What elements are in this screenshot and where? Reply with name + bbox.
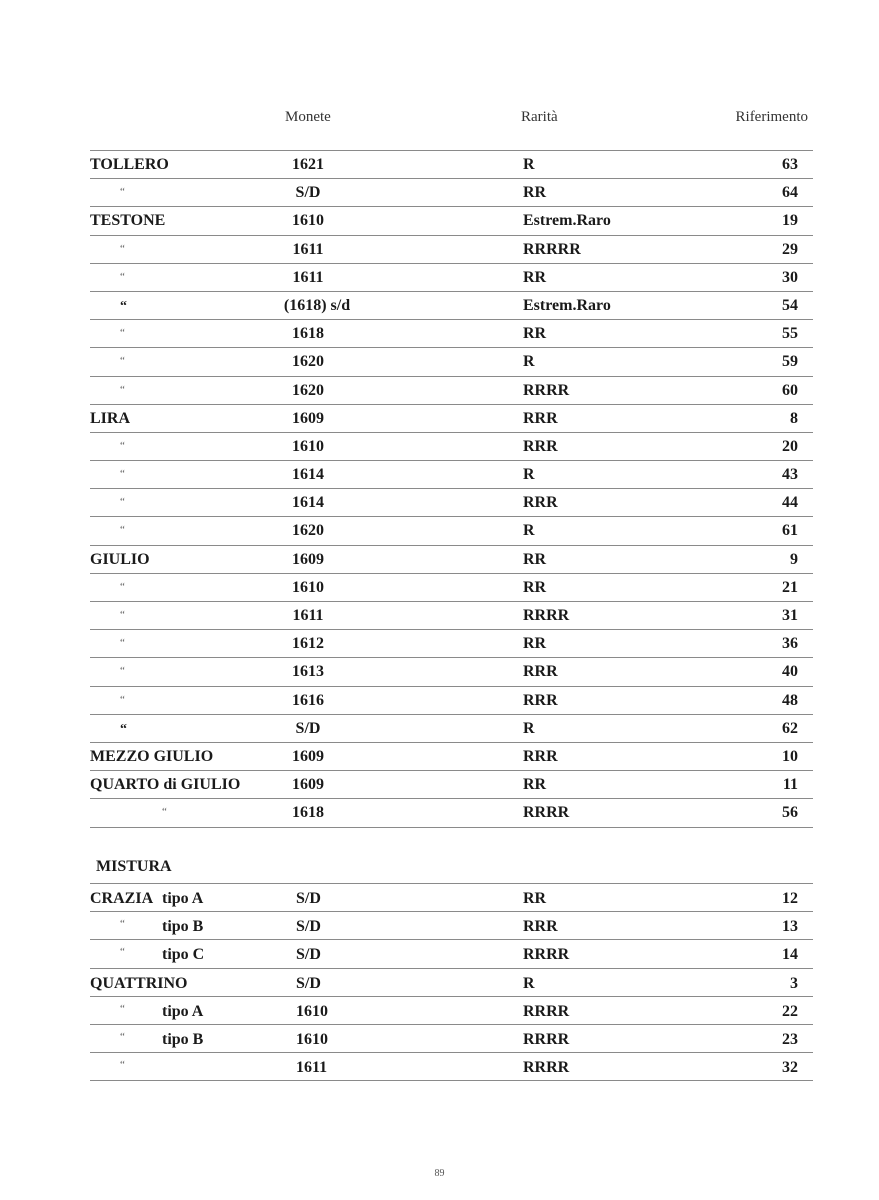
coin-year: 1610 xyxy=(292,437,324,455)
coin-name: TESTONE xyxy=(90,212,166,230)
coin-name: QUATTRINO xyxy=(90,974,188,992)
page-number: 89 xyxy=(434,1168,445,1179)
coin-type: tipo A xyxy=(162,1002,204,1020)
coin-reference: 12 xyxy=(782,890,798,907)
coin-reference: 59 xyxy=(782,353,798,371)
coin-name: GIULIO xyxy=(90,550,150,568)
ditto-mark: “ xyxy=(120,496,125,509)
coin-rarity: R xyxy=(523,719,535,737)
coin-year: 1620 xyxy=(292,381,324,399)
table-row xyxy=(90,996,813,1024)
coin-year: 1609 xyxy=(292,776,324,794)
coin-year: 1610 xyxy=(296,1030,328,1048)
coin-reference: 44 xyxy=(782,494,798,512)
coin-rarity: RRRR xyxy=(523,607,570,624)
ditto-mark: “ xyxy=(120,693,125,706)
coin-reference: 22 xyxy=(782,1002,798,1020)
coin-year: 1610 xyxy=(292,212,324,230)
coin-reference: 3 xyxy=(790,974,798,992)
ditto-mark: “ xyxy=(120,665,125,678)
coin-rarity: RR xyxy=(523,550,547,568)
table-row xyxy=(90,376,813,404)
table-row xyxy=(90,347,813,375)
table-row xyxy=(90,404,813,432)
section-title-mistura: MISTURA xyxy=(96,858,172,875)
coin-reference: 10 xyxy=(782,747,798,765)
table-row xyxy=(90,1024,813,1052)
ditto-mark: “ xyxy=(162,806,167,819)
coin-year: 1614 xyxy=(292,466,324,484)
table-row xyxy=(90,460,813,488)
coin-name: TOLLERO xyxy=(90,156,169,173)
coin-rarity: RRR xyxy=(523,494,558,512)
coin-year: 1610 xyxy=(296,1002,328,1020)
table-row xyxy=(90,798,813,827)
ditto-mark: “ xyxy=(120,637,125,650)
coin-rarity: RRRR xyxy=(523,1030,570,1048)
coin-reference: 36 xyxy=(782,635,798,653)
coin-reference: 48 xyxy=(782,691,798,709)
column-header-riferimento: Riferimento xyxy=(735,109,808,125)
table-row xyxy=(90,432,813,460)
coin-rarity: R xyxy=(523,156,535,173)
coin-year: (1618) s/d xyxy=(283,296,351,314)
coin-year: S/D xyxy=(296,946,321,964)
ditto-mark: “ xyxy=(120,1030,125,1043)
table-row xyxy=(90,657,813,685)
ditto-mark: “ xyxy=(120,1059,125,1072)
coin-reference: 14 xyxy=(782,946,798,964)
coin-rarity: RR xyxy=(523,635,547,653)
table-row xyxy=(90,1052,813,1081)
table-row xyxy=(90,319,813,347)
ditto-mark: “ xyxy=(120,327,125,340)
coin-reference: 60 xyxy=(782,381,798,399)
coin-reference: 23 xyxy=(782,1030,798,1048)
coin-rarity: RR xyxy=(523,776,547,794)
coin-reference: 64 xyxy=(782,184,798,202)
coin-year: 1621 xyxy=(292,156,324,173)
coin-reference: 55 xyxy=(782,325,798,343)
coin-year: 1618 xyxy=(292,325,324,343)
table-row xyxy=(90,573,813,601)
coin-year: S/D xyxy=(296,918,321,936)
coin-rarity: RR xyxy=(523,578,547,596)
ditto-mark: “ xyxy=(120,383,125,396)
coin-year: 1613 xyxy=(292,663,324,681)
table-row xyxy=(90,714,813,742)
coin-rarity: R xyxy=(523,353,535,371)
table-row xyxy=(90,150,813,178)
coin-year: 1618 xyxy=(292,804,324,822)
table-row xyxy=(90,686,813,714)
coin-rarity: RRRR xyxy=(523,1059,570,1077)
coin-reference: 19 xyxy=(782,212,798,230)
coin-reference: 63 xyxy=(782,156,798,173)
coin-rarity: RR xyxy=(523,184,547,202)
table-row xyxy=(90,629,813,657)
coin-type: tipo B xyxy=(162,918,204,936)
coin-type: tipo B xyxy=(162,1030,204,1048)
coin-reference: 20 xyxy=(782,437,798,455)
coin-reference: 30 xyxy=(782,268,798,286)
coin-year: 1609 xyxy=(292,550,324,568)
coin-rarity: RRRR xyxy=(523,946,570,964)
coin-reference: 13 xyxy=(782,918,798,936)
ditto-mark: “ xyxy=(120,524,125,537)
ditto-mark: “ xyxy=(120,355,125,368)
coin-reference: 40 xyxy=(782,663,798,681)
coin-rarity: R xyxy=(523,522,535,540)
table-row xyxy=(90,178,813,206)
coin-reference: 9 xyxy=(790,550,798,568)
ditto-mark: “ xyxy=(120,918,125,931)
coin-table-argento xyxy=(90,150,813,828)
table-row xyxy=(90,911,813,939)
table-row xyxy=(90,291,813,319)
column-header-monete: Monete xyxy=(285,109,331,125)
coin-year: 1612 xyxy=(292,635,324,653)
coin-year: 1611 xyxy=(296,1059,328,1077)
coin-year: 1611 xyxy=(292,240,324,258)
coin-reference: 29 xyxy=(782,240,798,258)
table-row xyxy=(90,770,813,798)
coin-rarity: R xyxy=(523,974,535,992)
coin-year: 1611 xyxy=(292,607,324,624)
table-row xyxy=(90,516,813,544)
table-row xyxy=(90,939,813,967)
coin-type: tipo C xyxy=(162,946,205,964)
coin-rarity: RRR xyxy=(523,437,558,455)
ditto-mark: “ xyxy=(120,186,125,199)
table-header xyxy=(0,109,879,129)
table-row xyxy=(90,235,813,263)
coin-year: 1609 xyxy=(292,747,324,765)
coin-rarity: RR xyxy=(523,268,547,286)
ditto-mark: “ xyxy=(120,242,125,255)
ditto-mark: “ xyxy=(120,298,127,314)
ditto-mark: “ xyxy=(120,1002,125,1015)
coin-reference: 56 xyxy=(782,804,798,822)
ditto-mark: “ xyxy=(120,721,127,737)
coin-reference: 32 xyxy=(782,1059,798,1077)
coin-year: 1620 xyxy=(292,522,324,540)
coin-rarity: RRRR xyxy=(523,804,570,822)
coin-year: S/D xyxy=(295,184,321,202)
coin-type: tipo A xyxy=(162,890,204,907)
coin-rarity: RRR xyxy=(523,409,558,427)
table-row xyxy=(90,545,813,573)
coin-table-mistura xyxy=(90,883,813,1081)
coin-year: 1620 xyxy=(292,353,324,371)
table-row xyxy=(90,742,813,770)
coin-rarity: RRRRR xyxy=(523,240,581,258)
coin-reference: 54 xyxy=(782,296,798,314)
coin-rarity: Estrem.Raro xyxy=(523,212,611,230)
coin-year: S/D xyxy=(295,719,321,737)
table-row xyxy=(90,883,813,911)
coin-year: S/D xyxy=(296,974,321,992)
coin-year: 1611 xyxy=(292,268,324,286)
coin-name: MEZZO GIULIO xyxy=(90,747,214,765)
coin-name: QUARTO di GIULIO xyxy=(90,776,241,794)
ditto-mark: “ xyxy=(120,580,125,593)
coin-reference: 21 xyxy=(782,578,798,596)
coin-rarity: RR xyxy=(523,890,547,907)
coin-year: 1616 xyxy=(292,691,324,709)
coin-name: LIRA xyxy=(90,409,131,427)
ditto-mark: “ xyxy=(120,439,125,452)
coin-rarity: Estrem.Raro xyxy=(523,296,611,314)
coin-reference: 31 xyxy=(782,607,798,624)
table-row xyxy=(90,488,813,516)
coin-rarity: RRRR xyxy=(523,1002,570,1020)
coin-year: 1614 xyxy=(292,494,324,512)
table-row xyxy=(90,968,813,996)
coin-reference: 11 xyxy=(782,776,798,794)
coin-reference: 43 xyxy=(782,466,798,484)
ditto-mark: “ xyxy=(120,270,125,283)
coin-name: CRAZIA xyxy=(90,890,154,907)
coin-rarity: R xyxy=(523,466,535,484)
coin-rarity: RR xyxy=(523,325,547,343)
table-row xyxy=(90,206,813,234)
ditto-mark: “ xyxy=(120,468,125,481)
coin-reference: 8 xyxy=(790,409,798,427)
coin-year: 1609 xyxy=(292,409,324,427)
coin-reference: 62 xyxy=(782,719,798,737)
coin-rarity: RRR xyxy=(523,663,558,681)
ditto-mark: “ xyxy=(120,946,125,959)
coin-year: 1610 xyxy=(292,578,324,596)
coin-year: S/D xyxy=(296,890,321,907)
coin-rarity: RRR xyxy=(523,918,558,936)
table-row xyxy=(90,601,813,629)
table-row xyxy=(90,263,813,291)
coin-rarity: RRR xyxy=(523,691,558,709)
column-header-rarita: Rarità xyxy=(521,109,558,125)
coin-rarity: RRR xyxy=(523,747,558,765)
ditto-mark: “ xyxy=(120,609,125,621)
coin-reference: 61 xyxy=(782,522,798,540)
coin-rarity: RRRR xyxy=(523,381,570,399)
